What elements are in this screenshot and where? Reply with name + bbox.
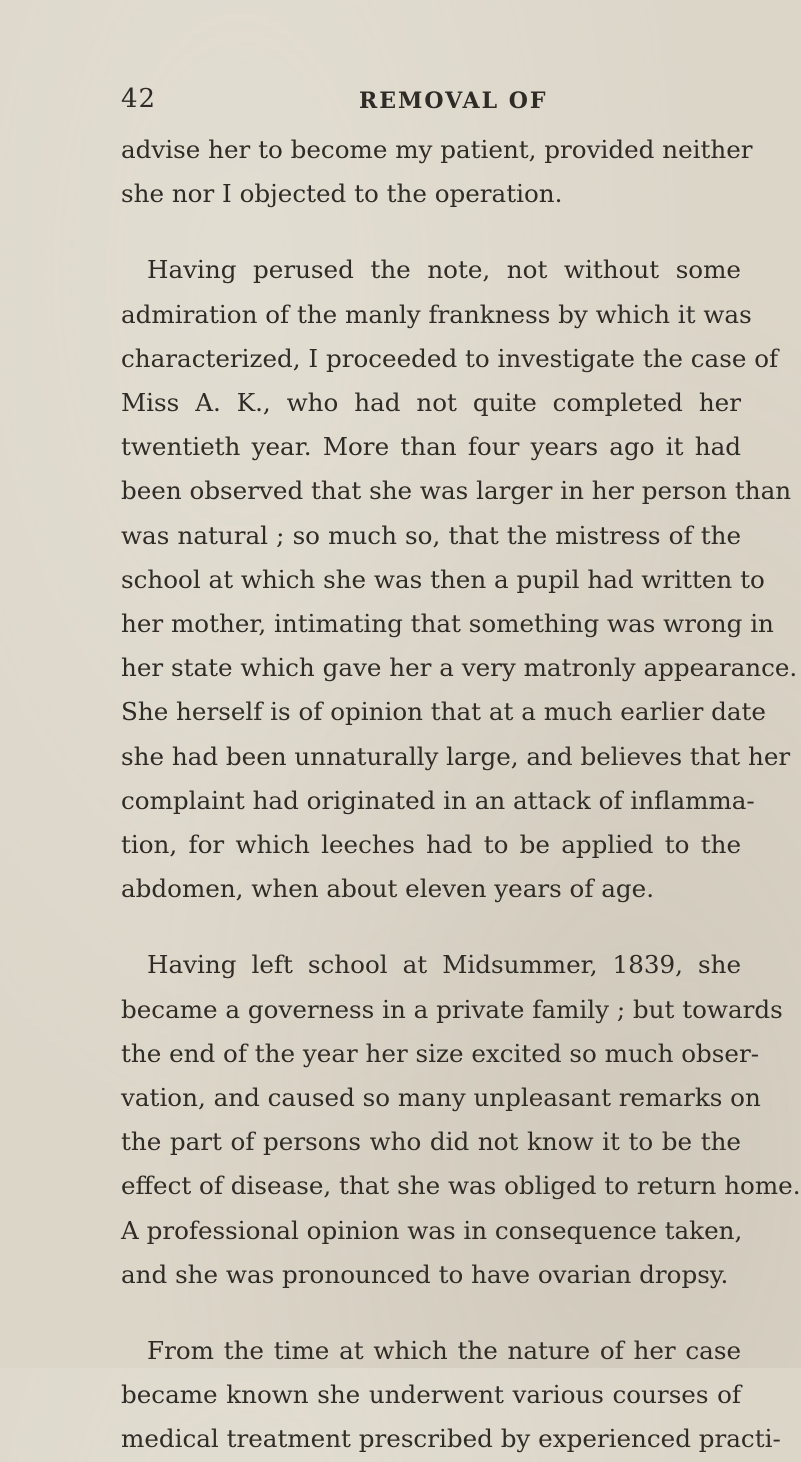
text-line: she nor I objected to the operation. [121,179,563,209]
text-line: She herself is of opinion that at a much earlier date [121,697,766,727]
text-line: tion, for which leeches had to be applied to the [121,830,741,860]
text-line: A professional opinion was in consequence taken, [121,1215,743,1245]
text-line: been observed that she was larger in her person than [121,476,792,506]
text-line: her mother, intimating that something was wrong in [121,609,774,639]
paragraph-2 [121,248,798,911]
text-line: characterized, I proceeded to investigate the case of [121,343,779,373]
text-line: effect of disease, that she was obliged to return home. [121,1171,801,1201]
text-line: twentieth year. More than four years ago it had [121,432,741,462]
text-line: her state which gave her a very matronly appearance. [121,653,798,683]
text-line: school at which she was then a pupil had written to [121,564,765,594]
text-line: admiration of the manly frankness by which it was [121,299,752,329]
text-line: she had been unnaturally large, and believes that her [121,741,791,771]
page-header [121,84,741,124]
text-line: medical treatment prescribed by experienced practi- [121,1424,781,1454]
text-line: became known she underwent various courses of [121,1380,741,1410]
text-line: Having left school at Midsummer, 1839, she [147,950,741,980]
text-line: Having perused the note, not without some [147,255,741,285]
text-line: Miss A. K., who had not quite completed her [121,388,741,418]
running-head: REMOVAL OF [359,88,548,114]
text-line: the end of the year her size excited so much obser- [121,1038,760,1068]
text-line: vation, and caused so many unpleasant remarks on [121,1083,761,1113]
text-line: and she was pronounced to have ovarian dropsy. [121,1259,729,1289]
text-line: the part of persons who did not know it to be the [121,1127,741,1157]
text-line: abdomen, when about eleven years of age. [121,874,655,904]
text-line: complaint had originated in an attack of inflamma- [121,785,755,815]
body-text [121,128,801,1462]
paragraph-3 [121,943,801,1297]
text-line: became a governess in a private family ; but towards [121,994,783,1024]
paragraph-1 [121,128,753,216]
paragraph-4 [121,1329,781,1462]
text-line: advise her to become my patient, provided neither [121,135,753,164]
text-line: From the time at which the nature of her case [147,1336,741,1366]
text-line: was natural ; so much so, that the mistress of the [121,520,741,550]
page-number: 42 [121,84,157,114]
